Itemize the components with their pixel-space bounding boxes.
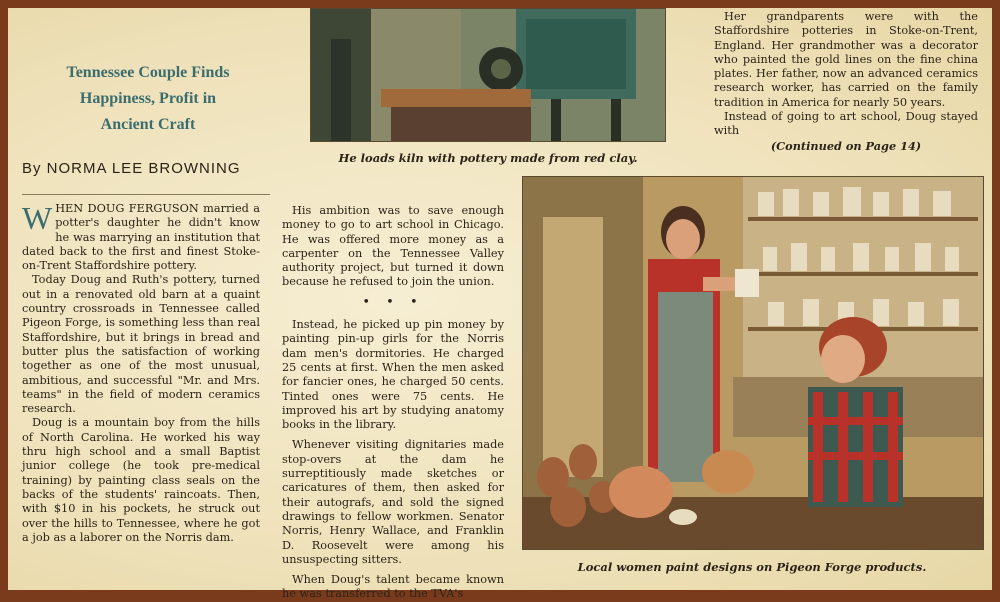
caption-bottom: Local women paint designs on Pigeon Forge products. <box>577 560 927 574</box>
headline-line-2: Happiness, Profit in <box>79 90 217 107</box>
headline-line-1: Tennessee Couple Finds <box>66 64 230 81</box>
photo-kiln <box>310 8 666 142</box>
photo-pottery-painters-image <box>523 177 983 549</box>
article-column-1 <box>22 202 260 545</box>
col2-paragraph-3: Whenever visiting dignitaries made stop-overs at the dam he surreptitiously made sketches or caricatures of them, then asked for their autografs, and sold the signed drawings to fellow workmen. Senator Norris, Henry Wallace, and Franklin D. Roosevelt were among his unsuspecting sitters. <box>282 438 504 566</box>
drop-cap: W <box>22 200 53 236</box>
article-column-2 <box>282 204 504 602</box>
article-column-3 <box>714 10 978 153</box>
byline: By NORMA LEE BROWNING <box>22 160 241 177</box>
col3-paragraph-2: Instead of going to art school, Doug stayed with <box>714 110 978 138</box>
col1-paragraph-2: Today Doug and Ruth's pottery, turned out in a renovated old barn at a quaint country crossroads in Tennessee called Pigeon Forge, is something less than real Staffordshire, but it brings in bread and butter plus the satisfaction of working together as one of the most unusual, ambitious, and successful "Mr. and Mrs. teams" in the field of modern ceramics research. <box>22 273 260 416</box>
continued-note: (Continued on Page 14) <box>770 138 922 153</box>
headline <box>28 60 268 138</box>
col1-paragraph-1 <box>22 202 260 273</box>
col2-paragraph-1: His ambition was to save enough money to go to art school in Chicago. He was offered more money as a carpenter on the Tennessee Valley authority project, but turned it down because he refused to join the union. <box>282 204 504 289</box>
col3-paragraph-1: Her grandparents were with the Staffordshire potteries in Stoke-on-Trent, England. Her grandmother was a decorator who painted the gold lines on the fine china plates. Her father, now an advanced ceramics research worker, has carried on the family tradition in America for nearly 50 years. <box>714 10 978 109</box>
newspaper-clipping <box>8 8 992 601</box>
col1-paragraph-3: Doug is a mountain boy from the hills of North Carolina. He worked his way thru high school and a small Baptist junior college (he took pre-medical training) by painting class seals on the backs of the students' raincoats. Then, with $10 in his pockets, he struck out over the hills to Tennessee, where he got a job as a laborer on the Norris dam. <box>22 416 260 544</box>
headline-line-3: Ancient Craft <box>100 116 196 133</box>
section-separator: • • • <box>362 294 424 310</box>
col2-paragraph-2: Instead, he picked up pin money by painting pin-up girls for the Norris dam men's dormitories. He charged 25 cents at first. When the men asked for fancier ones, he charged 50 cents. Tinted ones were 75 cents. He improved his art by studying anatomy books in the library. <box>282 318 504 432</box>
col2-paragraph-4: When Doug's talent became known he was transferred to the TVA's <box>282 573 504 601</box>
byline-rule <box>22 194 270 195</box>
photo-kiln-image <box>311 9 665 141</box>
caption-top: He loads kiln with pottery made from red clay. <box>338 151 638 165</box>
photo-pottery-painters <box>522 176 984 550</box>
col1-p1-text: HEN DOUG FERGUSON married a potter's daughter he didn't know he was marrying an institution that dated back to the first and finest Stoke-on-Trent Staffordshire pottery. <box>22 202 260 273</box>
